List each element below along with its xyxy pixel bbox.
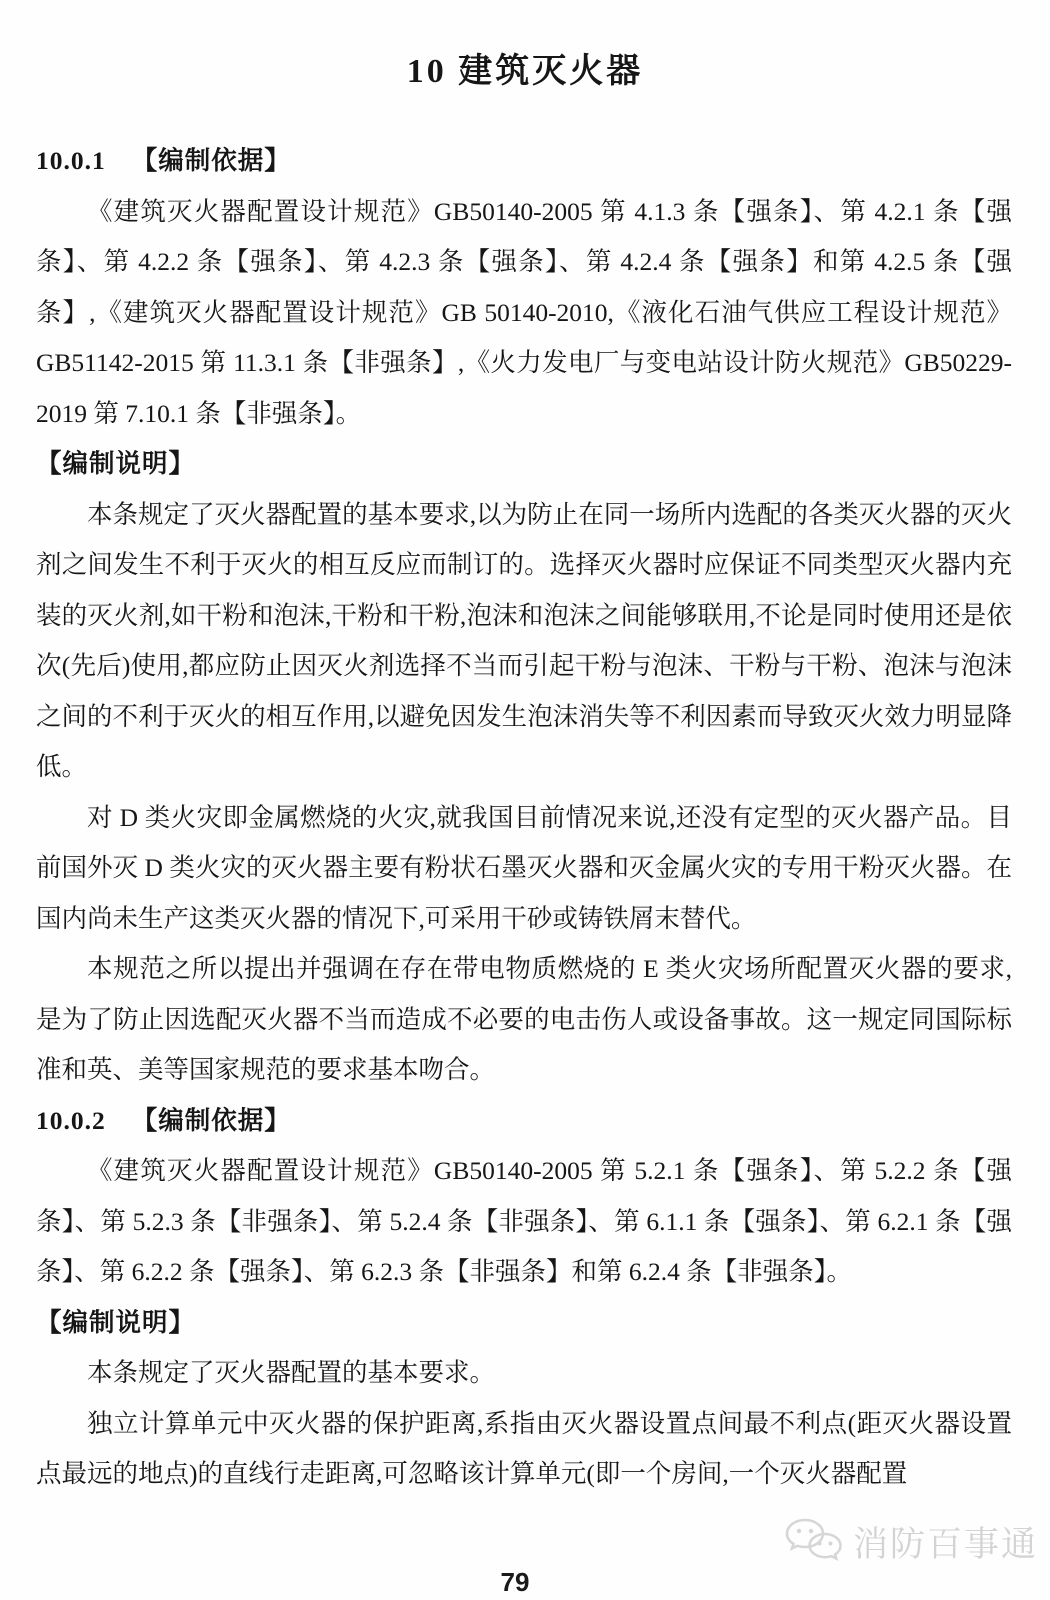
paragraph: 《建筑灭火器配置设计规范》GB50140-2005 第 5.2.1 条【强条】、第 5.2.2 条【强条】、第 5.2.3 条【非强条】、第 5.2.4 条【非强条】、第 6.1.1 条【强条】、第 6.2.1 条【强条】、第 6.2.2 条【强条】、第 6.2.3 条【非强条】和第 6.2.4 条【非强条】。 [36,1156,1012,1286]
section-heading-label: 【编制依据】 [131,1105,291,1135]
paragraph: 《建筑灭火器配置设计规范》GB50140-2005 第 4.1.3 条【强条】、第 4.2.1 条【强条】、第 4.2.2 条【强条】、第 4.2.3 条【强条】、第 4.2.4 条【强条】和第 4.2.5 条【强条】,《建筑灭火器配置设计规范》GB 50140-2010,《液化石油气供应工程设计规范》GB51142-2015 第 11.3.1 条【非强条】,《火力发电厂与变电站设计防火规范》GB50229-2019 第 7.10.1 条【非强条】。 [36,196,1012,428]
watermark [781,1516,1038,1568]
subsection-heading: 【编制说明】 [36,1307,196,1337]
section-heading-label: 【编制依据】 [131,146,291,175]
paragraph: 对 D 类火灾即金属燃烧的火灾,就我国目前情况来说,还没有定型的灭火器产品。目前国外灭 D 类火灾的灭火器主要有粉状石墨灭火器和灭金属火灾的专用干粉灭火器。在国内尚未生产这类灭火器的情况下,可采用干砂或铸铁屑末替代。 [36,802,1012,933]
paragraph: 本条规定了灭火器配置的基本要求。 [87,1358,496,1387]
page-title: 10 建筑灭火器 [406,53,644,90]
section-heading [36,136,1012,187]
subsection-heading: 【编制说明】 [36,449,196,478]
document-body [36,136,1012,1500]
section-heading [36,1096,1012,1147]
paragraph: 独立计算单元中灭火器的保护距离,系指由灭火器设置点间最不利点(距灭火器设置点最远的地点)的直线行走距离,可忽略该计算单元(即一个房间,一个灭火器配置 [36,1408,1012,1488]
page-number: 79 [500,1567,530,1597]
wechat-bubbles-icon [781,1516,845,1568]
section-number: 10.0.1 [36,146,106,175]
watermark-text: 消防百事通 [852,1525,1038,1564]
section-number: 10.0.2 [36,1105,106,1135]
paragraph: 本规范之所以提出并强调在存在带电物质燃烧的 E 类火灾场所配置灭火器的要求,是为了防止因选配灭火器不当而造成不必要的电击伤人或设备事故。这一规定同国际标准和英、美等国家规范的要求基本吻合。 [36,954,1012,1084]
paragraph: 本条规定了灭火器配置的基本要求,以为防止在同一场所内选配的各类灭火器的灭火剂之间发生不利于灭火的相互反应而制订的。选择灭火器时应保证不同类型灭火器内充装的灭火剂,如干粉和泡沫,干粉和干粉,泡沫和泡沫之间能够联用,不论是同时使用还是依次(先后)使用,都应防止因灭火剂选择不当而引起干粉与泡沫、干粉与干粉、泡沫与泡沫之间的不利于灭火的相互作用,以避免因发生泡沫消失等不利因素而导致灭火效力明显降低。 [36,499,1012,781]
